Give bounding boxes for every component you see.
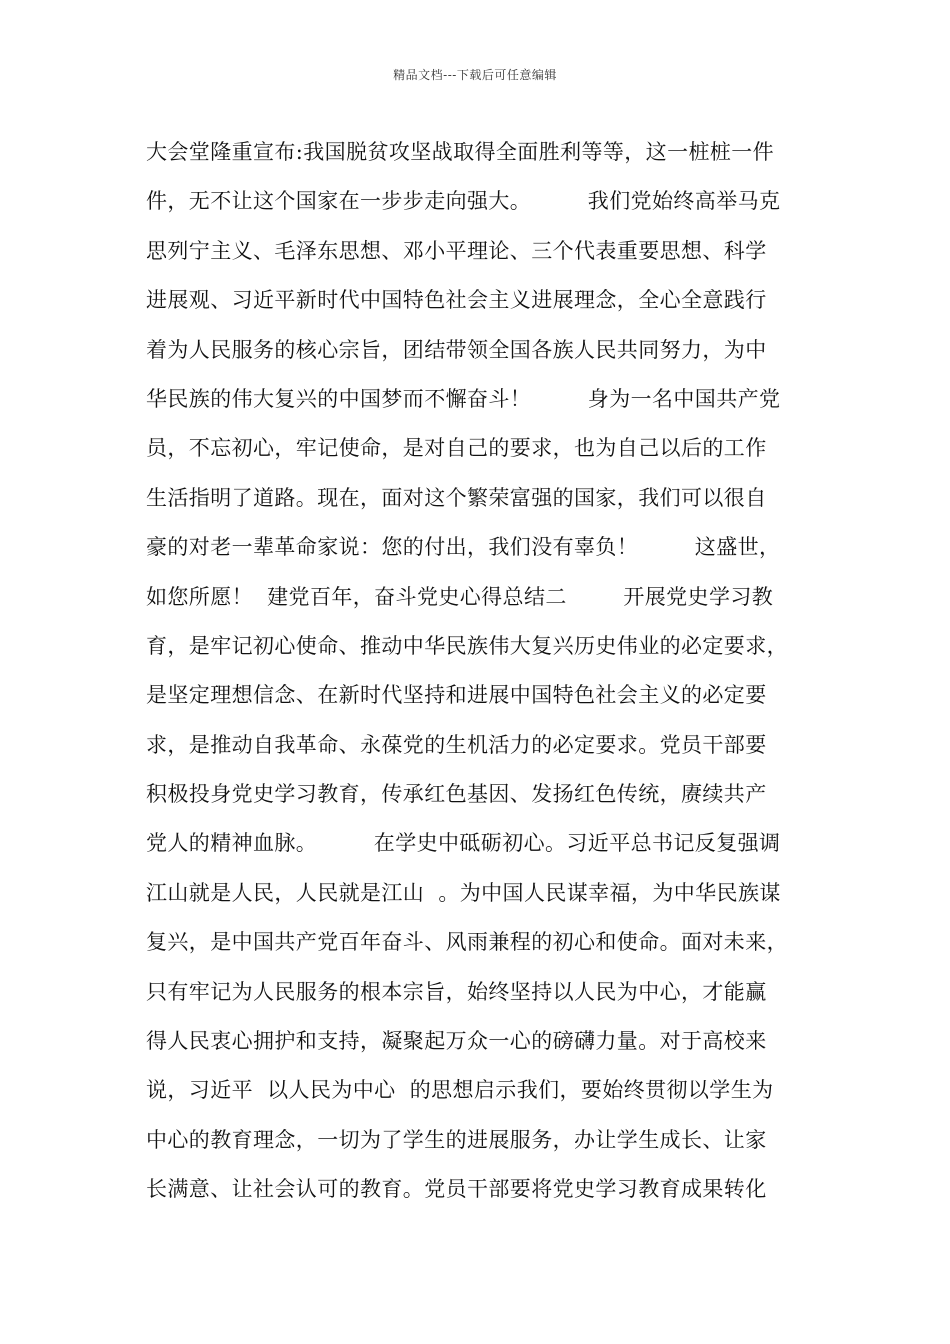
text-line: 着为人民服务的核心宗旨，团结带领全国各族人民共同努力，为中	[146, 337, 767, 362]
text-line: 得人民衷心拥护和支持，凝聚起万众一心的磅礴力量。对于高校来	[146, 1029, 767, 1054]
text-line: 育，是牢记初心使命、推动中华民族伟大复兴历史伟业的必定要求，	[146, 633, 788, 658]
text-line: 是坚定理想信念、在新时代坚持和进展中国特色社会主义的必定要	[146, 683, 767, 708]
text-line: 豪的对老一辈革命家说：您的付出，我们没有辜负！ 这盛世，	[146, 535, 781, 560]
text-line: 进展观、习近平新时代中国特色社会主义进展理念，全心全意践行	[146, 288, 767, 313]
text-line: 华民族的伟大复兴的中国梦而不懈奋斗！ 身为一名中国共产党	[146, 386, 781, 411]
text-line: 只有牢记为人民服务的根本宗旨，始终坚持以人民为中心，才能赢	[146, 979, 767, 1004]
text-line: 中心的教育理念，一切为了学生的进展服务，办让学生成长、让家	[146, 1127, 767, 1152]
text-line: 件，无不让这个国家在一步步走向强大。 我们党始终高举马克	[146, 189, 781, 214]
text-line: 长满意、让社会认可的教育。党员干部要将党史学习教育成果转化	[146, 1177, 767, 1202]
text-line: 如您所愿！ 建党百年，奋斗党史心得总结二 开展党史学习教	[146, 584, 774, 609]
text-line: 大会堂隆重宣布:我国脱贫攻坚战取得全面胜利等等，这一桩桩一件	[146, 140, 775, 164]
text-line: 说，习近平 以人民为中心 的思想启示我们，要始终贯彻以学生为	[146, 1078, 774, 1103]
text-line: 生活指明了道路。现在，面对这个繁荣富强的国家，我们可以很自	[146, 485, 767, 510]
text-line: 积极投身党史学习教育，传承红色基因、发扬红色传统，赓续共产	[146, 782, 767, 807]
text-line: 复兴，是中国共产党百年奋斗、风雨兼程的初心和使命。面对未来，	[146, 930, 788, 955]
text-line: 思列宁主义、毛泽东思想、邓小平理论、三个代表重要思想、科学	[146, 238, 767, 263]
text-line: 求，是推动自我革命、永葆党的生机活力的必定要求。党员干部要	[146, 732, 767, 757]
page-header: 精品文档---下载后可任意编辑	[393, 68, 557, 82]
body-text	[146, 132, 826, 1219]
text-line: 党人的精神血脉。 在学史中砥砺初心。习近平总书记反复强调	[146, 831, 781, 856]
text-line: 江山就是人民，人民就是江山 。为中国人民谋幸福，为中华民族谋	[146, 880, 781, 905]
text-line: 员，不忘初心，牢记使命，是对自己的要求，也为自己以后的工作	[146, 436, 767, 461]
